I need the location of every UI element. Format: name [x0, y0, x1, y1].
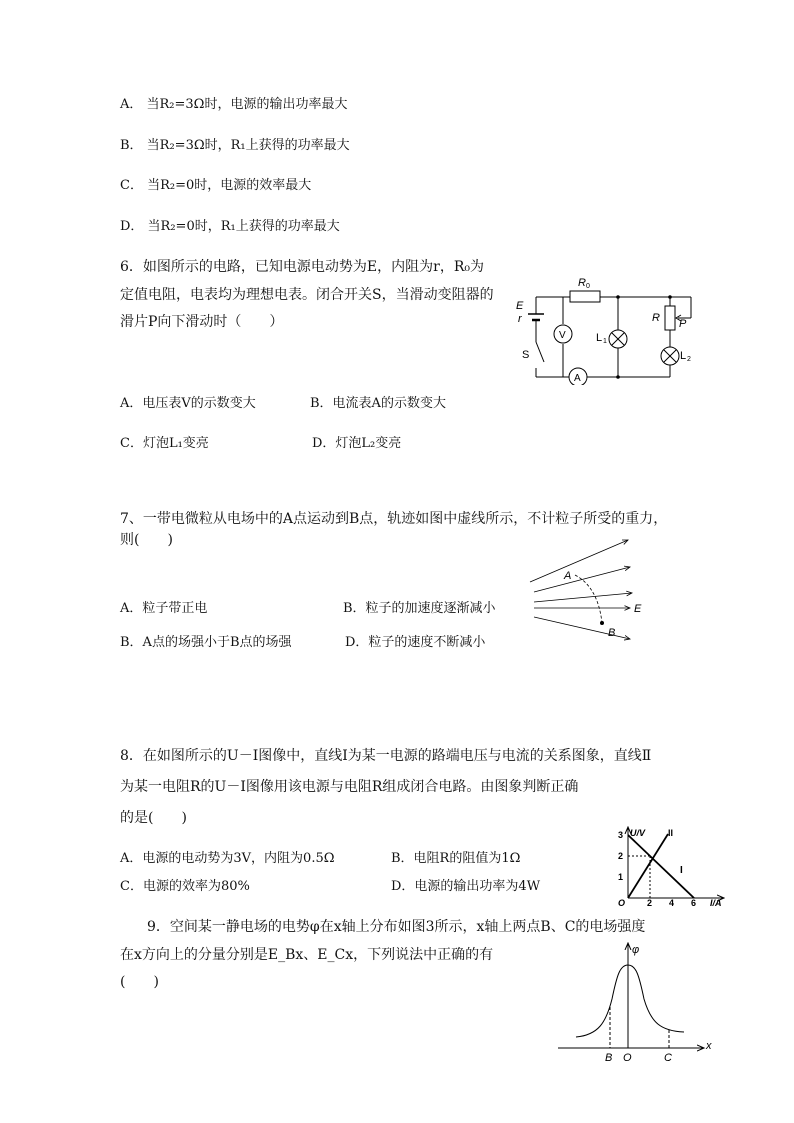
q6-stem-line1: 6．如图所示的电路，已知电源电动势为E，内阻为r，R₀为: [120, 259, 484, 275]
q6-fig-label-l1: L: [596, 332, 603, 344]
q5-option-d: D． 当R₂=0时，R₁上获得的功率最大: [120, 219, 340, 234]
q6-option-d: D．灯泡L₂变亮: [312, 436, 402, 451]
q9-fig-o-label: O: [623, 1052, 632, 1064]
q8-fig-line-i-label: I: [680, 865, 683, 876]
q6-fig-label-p: P: [679, 318, 687, 330]
q8-option-c: C．电源的效率为80%: [120, 879, 250, 894]
q8-option-d: D．电源的输出功率为4W: [391, 879, 541, 894]
q7-option-a: A．粒子带正电: [120, 601, 208, 616]
q7-stem-line2: 则( ): [120, 532, 173, 548]
q8-stem-line3: 的是( ): [120, 810, 187, 826]
q8-stem-line1: 8．在如图所示的U－I图像中，直线Ⅰ为某一电源的路端电压与电流的关系图象，直线Ⅱ: [120, 748, 652, 764]
q6-option-b: B．电流表A的示数变大: [310, 396, 446, 411]
q7-fig-label-e: E: [634, 603, 642, 615]
q8-option-a: A．电源的电动势为3V，内阻为0.5Ω: [120, 851, 335, 866]
q8-fig-tick-y3: 3: [618, 830, 624, 840]
q9-fig-b-label: B: [605, 1052, 613, 1064]
q6-fig-label-voltmeter: V: [559, 330, 566, 341]
q9-stem-line1: 9．空间某一静电场的电势φ在x轴上分布如图3所示，x轴上两点B、C的电场强度: [147, 919, 646, 935]
q8-fig-tick-y1: 1: [618, 872, 624, 882]
q9-stem-line3: ( ): [120, 974, 159, 990]
q7-option-b: B．粒子的加速度逐渐减小: [343, 601, 496, 616]
q6-fig-label-e: E: [516, 300, 524, 312]
q5-option-b: B． 当R₂=3Ω时，R₁上获得的功率最大: [120, 138, 350, 153]
q6-stem-line3: 滑片P向下滑动时（ ）: [120, 314, 284, 330]
q9-fig-x-label: x: [706, 1040, 712, 1052]
q7-fig-label-a: A: [564, 570, 572, 582]
q6-fig-label-l2-sub: 2: [687, 356, 691, 363]
q6-fig-label-r0-sub: 0: [586, 283, 590, 290]
q9-fig-phi-label: φ: [632, 944, 640, 956]
q6-fig-label-r0: R: [578, 277, 586, 289]
q8-option-b: B．电阻R的阻值为1Ω: [391, 851, 521, 866]
q8-fig-xlabel: I/A: [710, 898, 722, 907]
q8-fig-tick-y2: 2: [618, 851, 624, 861]
q6-circuit-diagram: [508, 270, 708, 385]
q8-fig-tick-x6: 6: [691, 898, 697, 907]
q7-fig-label-b: B: [608, 627, 616, 639]
q8-ui-graph: [612, 825, 730, 907]
q8-fig-origin: O: [618, 898, 626, 907]
q6-fig-label-l1-sub: 1: [603, 338, 607, 345]
q8-stem-line2: 为某一电阻R的U－I图像用该电源与电阻R组成闭合电路。由图象判断正确: [120, 779, 579, 795]
q6-fig-label-r: R: [652, 312, 660, 324]
q7-field-diagram: [520, 535, 660, 650]
q5-option-a: A． 当R₂=3Ω时，电源的输出功率最大: [120, 97, 348, 112]
q6-fig-label-ammeter: A: [574, 373, 581, 384]
q9-stem-line2: 在x方向上的分量分别是E_Bx、E_Cx，下列说法中正确的有: [120, 947, 494, 963]
q7-option-d: D．粒子的速度不断减小: [345, 635, 486, 650]
q8-fig-line-ii-label: II: [668, 828, 674, 838]
q7-option-c: B．A点的场强小于B点的场强: [120, 635, 292, 650]
q8-fig-tick-x4: 4: [669, 898, 675, 907]
q9-fig-c-label: C: [664, 1052, 672, 1064]
q9-potential-graph: [556, 935, 721, 1065]
q5-option-c: C． 当R₂=0时，电源的效率最大: [120, 178, 312, 193]
q8-fig-ylabel: U/V: [630, 828, 646, 838]
q6-option-c: C．灯泡L₁变亮: [120, 436, 209, 451]
q6-option-a: A．电压表V的示数变大: [120, 396, 256, 411]
q6-fig-label-r: r: [518, 313, 522, 325]
q7-stem-line1: 7、一带电微粒从电场中的A点运动到B点，轨迹如图中虚线所示，不计粒子所受的重力，: [120, 511, 668, 527]
q6-stem-line2: 定值电阻，电表均为理想电表。闭合开关S，当滑动变阻器的: [120, 287, 494, 303]
q8-fig-tick-x2: 2: [647, 898, 653, 907]
q6-fig-label-l2: L: [680, 350, 687, 362]
q6-fig-label-switch: S: [522, 349, 530, 361]
